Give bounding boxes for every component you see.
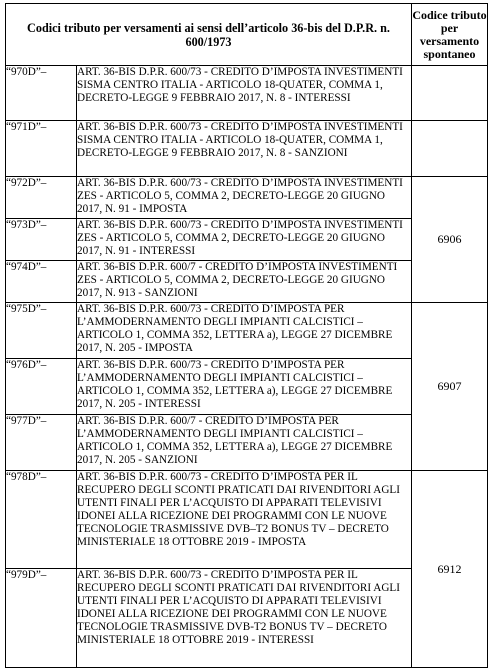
row-code: “976D”–: [6, 359, 77, 415]
spontaneous-code: 6906: [412, 177, 488, 303]
row-description: ART. 36-BIS D.P.R. 600/73 - CREDITO D’IMPOSTA INVESTIMENTI ZES - ARTICOLO 5, COMMA 2, DECRETO-LEGGE 20 GIUGNO 2017, N. 91 - IMPOSTA: [77, 177, 412, 219]
row-description: ART. 36-BIS D.P.R. 600/73 - CREDITO D’IMPOSTA PER IL RECUPERO DEGLI SCONTI PRATICATI DAI RIVENDITORI AGLI UTENTI FINALI PER L’ACQUISTO DI APPARATI TELEVISIVI IDONEI ALLA RICEZIONE DEI PROGRAMMI CON LE NUOVE TECNOLOGIE TRASMISSIVE DVB-T2 BONUS TV – DECRETO MINISTERIALE 18 OTTOBRE 2019 - INTERESSI: [77, 569, 412, 668]
row-code: “970D”–: [6, 66, 77, 121]
row-description: ART. 36-BIS D.P.R. 600/73 - CREDITO D’IMPOSTA INVESTIMENTI SISMA CENTRO ITALIA - ARTICOLO 18-QUATER, COMMA 1, DECRETO-LEGGE 9 FEBBRAIO 2017, N. 8 - INTERESSI: [77, 66, 412, 121]
row-code: “971D”–: [6, 121, 77, 177]
spontaneous-code: 6907: [412, 303, 488, 471]
row-description: ART. 36-BIS D.P.R. 600/73 - CREDITO D’IMPOSTA INVESTIMENTI SISMA CENTRO ITALIA - ARTICOLO 18-QUATER, COMMA 1, DECRETO-LEGGE 9 FEBBRAIO 2017, N. 8 - SANZIONI: [77, 121, 412, 177]
row-code: “978D”–: [6, 471, 77, 569]
header-left-title: Codici tributo per versamenti ai sensi dell’articolo 36-bis del D.P.R. n. 600/1973: [6, 4, 412, 66]
spontaneous-code: 6912: [412, 471, 488, 668]
row-code: “974D”–: [6, 261, 77, 303]
row-description: ART. 36-BIS D.P.R. 600/7 - CREDITO D’IMPOSTA INVESTIMENTI ZES - ARTICOLO 5, COMMA 2, DECRETO-LEGGE 20 GIUGNO 2017, N. 913 - SANZIONI: [77, 261, 412, 303]
row-code: “979D”–: [6, 569, 77, 668]
row-description: ART. 36-BIS D.P.R. 600/73 - CREDITO D’IMPOSTA PER IL RECUPERO DEGLI SCONTI PRATICATI DAI RIVENDITORI AGLI UTENTI FINALI PER L’ACQUISTO DI APPARATI TELEVISIVI IDONEI ALLA RICEZIONE DEI PROGRAMMI CON LE NUOVE TECNOLOGIE TRASMISSIVE DVB–T2 BONUS TV – DECRETO MINISTERIALE 18 OTTOBRE 2019 - IMPOSTA: [77, 471, 412, 569]
row-code: “975D”–: [6, 303, 77, 359]
table-row: [6, 471, 488, 569]
table-row: [6, 121, 488, 177]
spontaneous-code-empty: [412, 66, 488, 121]
row-description: ART. 36-BIS D.P.R. 600/73 - CREDITO D’IMPOSTA PER L’AMMODERNAMENTO DEGLI IMPIANTI CALCISTICI – ARTICOLO 1, COMMA 352, LETTERA a), LEGGE 27 DICEMBRE 2017, N. 205 - IMPOSTA: [77, 303, 412, 359]
table-row: [6, 303, 488, 359]
row-description: ART. 36-BIS D.P.R. 600/7 - CREDITO D’IMPOSTA PER L’AMMODERNAMENTO DEGLI IMPIANTI CALCISTICI – ARTICOLO 1, COMMA 352, LETTERA a), LEGGE 27 DICEMBRE 2017, N. 205 - SANZIONI: [77, 415, 412, 471]
table-header-row: [6, 4, 488, 66]
table-row: [6, 177, 488, 219]
table-row: [6, 66, 488, 121]
header-right-title: Codice tributo per versamento spontaneo: [412, 4, 488, 66]
row-code: “977D”–: [6, 415, 77, 471]
row-code: “973D”–: [6, 219, 77, 261]
row-description: ART. 36-BIS D.P.R. 600/73 - CREDITO D’IMPOSTA INVESTIMENTI ZES - ARTICOLO 5, COMMA 2, DECRETO-LEGGE 20 GIUGNO 2017, N. 91 - INTERESSI: [77, 219, 412, 261]
spontaneous-code-empty: [412, 121, 488, 177]
row-code: “972D”–: [6, 177, 77, 219]
tax-code-table: [5, 3, 488, 668]
row-description: ART. 36-BIS D.P.R. 600/73 - CREDITO D’IMPOSTA PER L’AMMODERNAMENTO DEGLI IMPIANTI CALCISTICI – ARTICOLO 1, COMMA 352, LETTERA a), LEGGE 27 DICEMBRE 2017, N. 205 - INTERESSI: [77, 359, 412, 415]
